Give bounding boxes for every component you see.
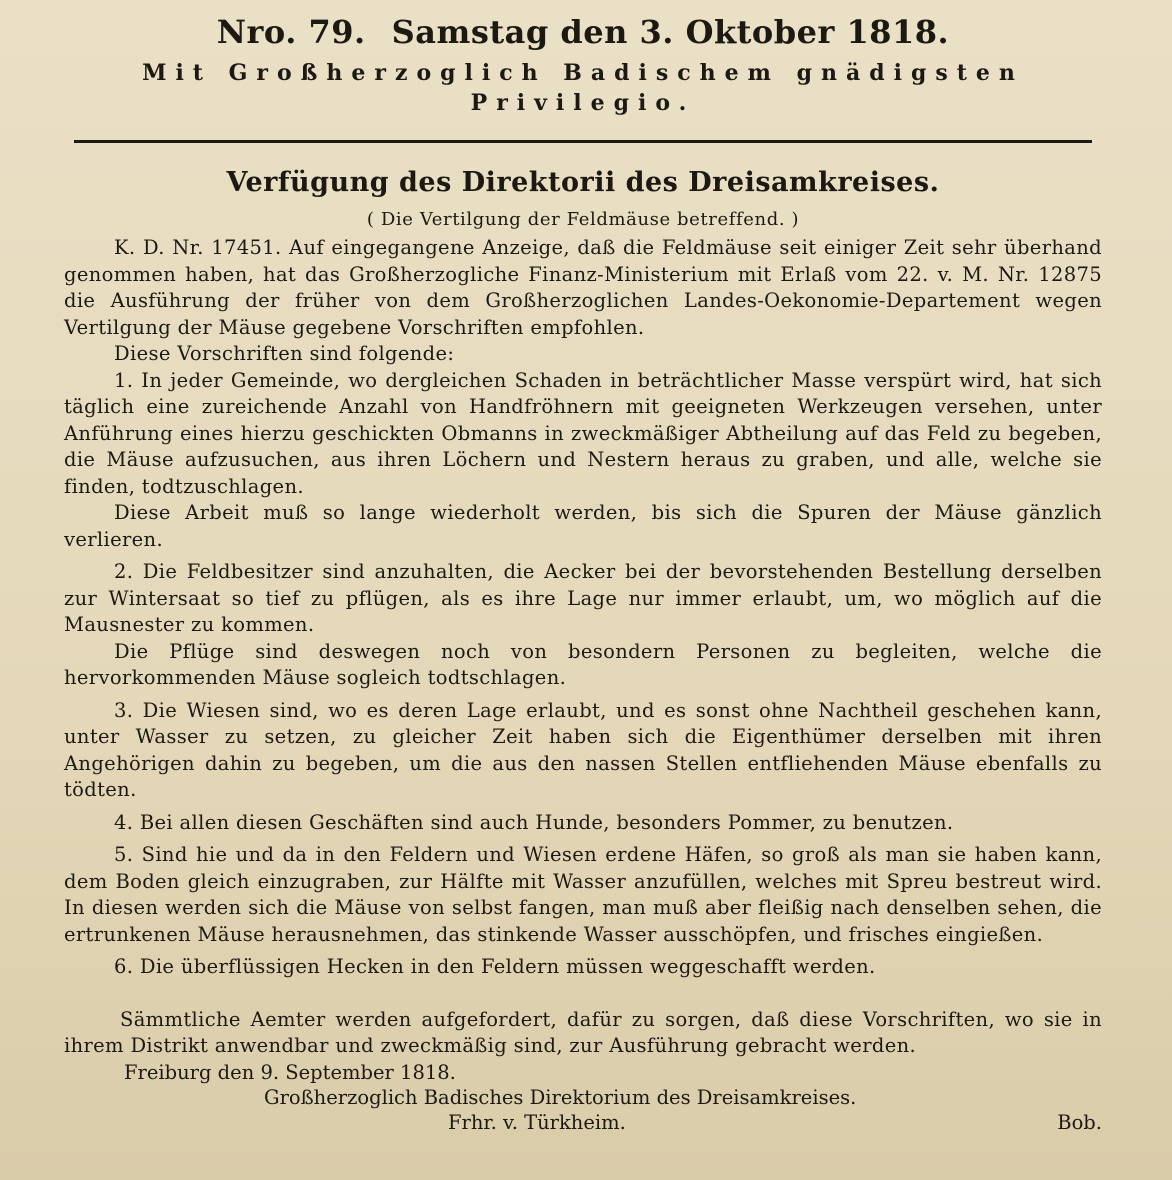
article-body	[64, 235, 1102, 981]
place-date: Freiburg den 9. September 1818.	[124, 1060, 456, 1084]
closing-section	[64, 1007, 1102, 1060]
masthead	[64, 0, 1102, 52]
issuing-authority: Großherzoglich Badisches Direktorium des Dreisamkreises.	[264, 1085, 857, 1109]
closing-instruction: Sämmtliche Aemter werden aufgefordert, dafür zu sorgen, daß diese Vorschriften, wo sie in ihrem Distrikt anwendbar und zweckmäßig sind, zur Ausführung gebracht werden.	[64, 1007, 1102, 1057]
article-title: Verfügung des Direktorii des Dreisamkreises.	[226, 167, 940, 198]
paragraph-intro: K. D. Nr. 17451. Auf eingegangene Anzeige, daß die Feldmäuse seit einiger Zeit sehr überhand genommen haben, hat das Großherzogliche Finanz-Ministerium mit Erlaß vom 22. v. M. Nr. 12875 die Ausführung der früher von dem Großherzoglichen Landes-Oekonomie-Departement wegen Vertilgung der Mäuse gegebene Vorschriften empfohlen.	[64, 236, 1102, 339]
paragraph-rule-2-note: Die Pflüge sind deswegen noch von besondern Personen zu begleiten, welche die hervorkommenden Mäuse sogleich todtschlagen.	[64, 639, 1102, 689]
issue-number: Nro. 79.	[216, 13, 366, 51]
issue-date: Samstag den 3. Oktober 1818.	[391, 13, 950, 51]
paragraph-rule-4: 4. Bei allen diesen Geschäften sind auch Hunde, besonders Pommer, zu benutzen.	[114, 810, 954, 834]
paragraph-rule-2: 2. Die Feldbesitzer sind anzuhalten, die Aecker bei der bevorstehenden Bestellung derselben zur Wintersaat so tief zu pflügen, als es ihre Lage nur immer erlaubt, um, wo möglich auf die Mausnester zu kommen.	[64, 560, 1102, 636]
paragraph-rules-heading: Diese Vorschriften sind folgende:	[114, 342, 455, 365]
paragraph-rule-6: 6. Die überflüssigen Hecken in den Feldern müssen weggeschafft werden.	[114, 955, 876, 978]
paragraph-rule-5: 5. Sind hie und da in den Feldern und Wiesen erdene Häfen, so groß als man sie haben kann, dem Boden gleich einzugraben, zur Hälfte mit Wasser anzufüllen, welches mit Spreu bestreut wird. In diesen werden sich die Mäuse von selbst fangen, man muß aber fleißig nach denselben sehen, die ertrunkenen Mäuse herausnehmen, das stinkende Wasser ausschöpfen, und frisches eingießen.	[64, 843, 1102, 946]
article-subtitle: ( Die Vertilgung der Feldmäuse betreffend. )	[366, 209, 800, 230]
privilege-line: Mit Großherzoglich Badischem gnädigsten Privilegio.	[142, 60, 1024, 116]
signatures	[64, 1110, 1102, 1135]
paragraph-rule-1-note: Diese Arbeit muß so lange wiederholt werden, bis sich die Spuren der Mäuse gänzlich verlieren.	[64, 501, 1102, 551]
signer-name: Frhr. v. Türkheim.	[448, 1110, 626, 1134]
paragraph-rule-1: 1. In jeder Gemeinde, wo dergleichen Schaden in beträchtlicher Masse verspürt wird, hat sich täglich eine zureichende Anzahl von Handfröhnern mit geeigneten Werkzeugen versehen, unter Anführung eines hierzu geschickten Obmanns in zweckmäßiger Abtheilung auf das Feld zu begeben, die Mäuse aufzusuchen, aus ihren Löchern und Nestern heraus zu graben, und alle, welche sie finden, todtzuschlagen.	[64, 368, 1102, 498]
secretary-name: Bob.	[1057, 1110, 1102, 1134]
paragraph-rule-3: 3. Die Wiesen sind, wo es deren Lage erlaubt, und es sonst ohne Nachtheil geschehen kann, unter Wasser zu setzen, zu gleicher Zeit haben sich die Eigenthümer derselben mit ihren Angehörigen dahin zu begeben, um die aus den nassen Stellen entfliehenden Mäuse ebenfalls zu tödten.	[64, 698, 1102, 801]
masthead-divider	[74, 140, 1092, 143]
